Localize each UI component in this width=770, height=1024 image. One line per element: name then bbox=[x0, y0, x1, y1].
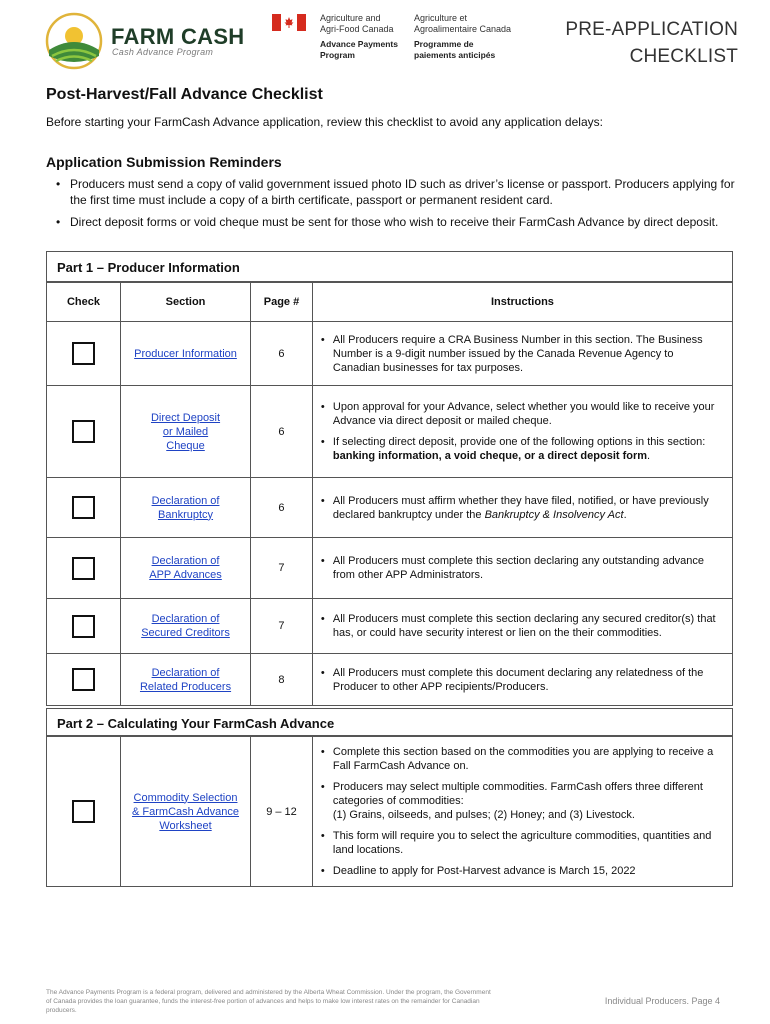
section-cell bbox=[120, 654, 250, 705]
check-cell bbox=[47, 737, 120, 886]
section-line: Bankruptcy bbox=[158, 508, 214, 521]
intro-text: Before starting your FarmCash Advance application, review this checklist to avoid any application delays: bbox=[46, 115, 603, 129]
instruction-italic-text: Bankruptcy & Insolvency Act bbox=[484, 508, 624, 521]
instructions-cell bbox=[312, 737, 732, 886]
instruction-item: • Deadline to apply for Post-Harvest advance is March 15, 2022 bbox=[321, 864, 722, 878]
section-cell bbox=[120, 386, 250, 477]
check-cell bbox=[47, 599, 120, 653]
page-number: 6 bbox=[250, 322, 312, 385]
part2-title: Part 2 – Calculating Your FarmCash Advance bbox=[47, 709, 732, 736]
section-cell bbox=[120, 322, 250, 385]
instruction-text: (1) Grains, oilseeds, and pulses; (2) Honey; and (3) Livestock. bbox=[332, 809, 635, 821]
table-row bbox=[47, 653, 732, 705]
section-link-producer-information[interactable]: Producer Information bbox=[134, 347, 237, 360]
section-cell bbox=[120, 599, 250, 653]
section-line: APP Advances bbox=[149, 569, 222, 581]
table-row bbox=[47, 321, 732, 385]
section-cell bbox=[120, 538, 250, 598]
checkbox[interactable] bbox=[72, 615, 95, 638]
table-row bbox=[47, 537, 732, 598]
section-line: Worksheet bbox=[159, 819, 212, 832]
section-line: Declaration of bbox=[151, 494, 220, 507]
checkbox[interactable] bbox=[72, 342, 95, 365]
footer-note: The Advance Payments Program is a federal program, delivered and administered by the Alberta Wheat Commission. Under the program, the Government of Canada provides the loan guarantee, funds the interest-free portion of advances and helps to make low interest rates on the remainder for Canadian producers. bbox=[46, 989, 491, 1014]
table-row bbox=[47, 736, 732, 886]
section-link-secured-creditors[interactable] bbox=[141, 612, 230, 640]
page-number: 6 bbox=[250, 386, 312, 477]
instruction-item bbox=[321, 494, 722, 522]
col-header-section: Section bbox=[120, 283, 250, 321]
document-title-line1: PRE-APPLICATION bbox=[565, 19, 738, 40]
section-link-commodity-selection[interactable] bbox=[132, 791, 239, 833]
footer-page-label: Individual Producers. Page 4 bbox=[604, 996, 720, 1006]
page-number: 9 – 12 bbox=[250, 737, 312, 886]
instruction-item bbox=[321, 435, 722, 463]
reminder-item: • Direct deposit forms or void cheque must be sent for those who wish to receive their FarmCash Advance by direct deposit. bbox=[56, 214, 746, 230]
instruction-text: If selecting direct deposit, provide one of the following options in this section: bbox=[332, 436, 706, 448]
section-link-app-advances[interactable] bbox=[149, 554, 222, 582]
check-cell bbox=[47, 538, 120, 598]
section-line: or Mailed bbox=[162, 425, 209, 438]
col-header-instructions: Instructions bbox=[312, 283, 732, 321]
instructions-cell bbox=[312, 386, 732, 477]
instruction-text: All Producers must affirm whether they have filed, notified, or have previously declared bankruptcy under the bbox=[332, 494, 709, 521]
canada-flag-icon bbox=[272, 14, 306, 31]
section-line: & FarmCash Advance bbox=[132, 805, 240, 818]
section-link-direct-deposit[interactable] bbox=[151, 411, 220, 453]
document-title-line2: CHECKLIST bbox=[629, 46, 738, 67]
checkbox[interactable] bbox=[72, 668, 95, 691]
government-name-fr bbox=[414, 13, 524, 35]
page-number: 7 bbox=[250, 538, 312, 598]
check-cell bbox=[47, 386, 120, 477]
gov-en-line2: Agri-Food Canada bbox=[320, 24, 394, 34]
page-title: Post-Harvest/Fall Advance Checklist bbox=[46, 86, 323, 103]
program-en-line2: Program bbox=[320, 50, 355, 60]
instruction-item: • Upon approval for your Advance, select whether you would like to receive your Advance via direct deposit or mailed cheque. bbox=[321, 400, 722, 428]
section-line: Secured Creditors bbox=[141, 627, 230, 639]
gov-fr-line1: Agriculture et bbox=[414, 13, 468, 23]
program-fr-line1: Programme de bbox=[414, 39, 474, 49]
section-line: Direct Deposit bbox=[150, 411, 221, 424]
section-line: Cheque bbox=[166, 439, 205, 452]
section-cell bbox=[120, 737, 250, 886]
instruction-text-end: . bbox=[623, 508, 627, 521]
instruction-item: • All Producers require a CRA Business Number in this section. The Business Number is a 9-digit number issued by the Canada Revenue Agency to Canadian businesses for tax purposes. bbox=[321, 333, 722, 375]
checkbox[interactable] bbox=[72, 800, 95, 823]
instruction-item: • This form will require you to select the agriculture commodities, quantities and land locations. bbox=[321, 829, 722, 857]
instructions-cell bbox=[312, 478, 732, 537]
instruction-bold-text: banking information, a void cheque, or a direct deposit form bbox=[332, 450, 648, 462]
table-row bbox=[47, 477, 732, 537]
instructions-cell bbox=[312, 599, 732, 653]
checkbox[interactable] bbox=[72, 496, 95, 519]
checkbox[interactable] bbox=[72, 557, 95, 580]
brand-tagline: Cash Advance Program bbox=[112, 47, 214, 57]
part1-title: Part 1 – Producer Information bbox=[47, 252, 732, 282]
instructions-cell bbox=[312, 654, 732, 705]
col-header-check: Check bbox=[66, 296, 100, 308]
program-name-en bbox=[320, 39, 410, 61]
checkbox[interactable] bbox=[72, 420, 95, 443]
section-line: Related Producers bbox=[139, 680, 232, 693]
part1-table bbox=[46, 251, 733, 706]
instruction-item: • All Producers must complete this section declaring any secured creditor(s) that has, or could have security interest or lien on the their commodities. bbox=[321, 612, 722, 640]
government-name-en bbox=[320, 13, 408, 35]
instruction-item bbox=[321, 780, 722, 822]
gov-en-line1: Agriculture and bbox=[320, 13, 381, 23]
program-fr-line2: paiements anticipés bbox=[414, 50, 496, 60]
reminders-heading: Application Submission Reminders bbox=[46, 154, 282, 170]
table-row bbox=[47, 385, 732, 477]
page-number: 7 bbox=[250, 599, 312, 653]
section-link-related-producers[interactable] bbox=[140, 666, 231, 694]
check-cell bbox=[47, 478, 120, 537]
instruction-text: Producers may select multiple commodities. FarmCash offers three different categories of commodities: bbox=[332, 781, 703, 807]
section-line: Declaration of bbox=[151, 666, 220, 679]
program-name-fr bbox=[414, 39, 524, 61]
section-line: Declaration of bbox=[151, 613, 220, 625]
program-en-line1: Advance Payments bbox=[320, 39, 398, 49]
table-row bbox=[47, 598, 732, 653]
page-number: 6 bbox=[250, 478, 312, 537]
section-link-bankruptcy[interactable] bbox=[152, 494, 220, 522]
section-cell bbox=[120, 478, 250, 537]
part1-header-row bbox=[47, 282, 732, 321]
instruction-item: • All Producers must complete this document declaring any relatedness of the Producer to other APP recipients/Producers. bbox=[321, 666, 722, 694]
instructions-cell bbox=[312, 322, 732, 385]
check-cell bbox=[47, 322, 120, 385]
page-header bbox=[0, 0, 770, 80]
document-title bbox=[565, 16, 738, 70]
check-cell bbox=[47, 654, 120, 705]
brand-name: FARM CASH bbox=[111, 24, 245, 49]
reminder-item: • Producers must send a copy of valid government issued photo ID such as driver’s license or passport. Producers applying for the first time must include a copy of a birth certificate, passport or permanent resident card. bbox=[56, 176, 746, 208]
section-line: Declaration of bbox=[151, 555, 220, 567]
part2-table bbox=[46, 708, 733, 887]
gov-fr-line2: Agroalimentaire Canada bbox=[414, 24, 512, 34]
instructions-cell bbox=[312, 538, 732, 598]
col-header-page: Page # bbox=[250, 283, 312, 321]
instruction-item: • Complete this section based on the commodities you are applying to receive a Fall FarmCash Advance on. bbox=[321, 745, 722, 773]
instruction-text-end: . bbox=[647, 450, 651, 462]
page-number: 8 bbox=[250, 654, 312, 705]
farmcash-logo-icon bbox=[44, 12, 104, 70]
reminders-list bbox=[56, 176, 746, 236]
instruction-item: • All Producers must complete this section declaring any outstanding advance from other APP Administrators. bbox=[321, 554, 722, 582]
section-line: Commodity Selection bbox=[133, 791, 238, 804]
